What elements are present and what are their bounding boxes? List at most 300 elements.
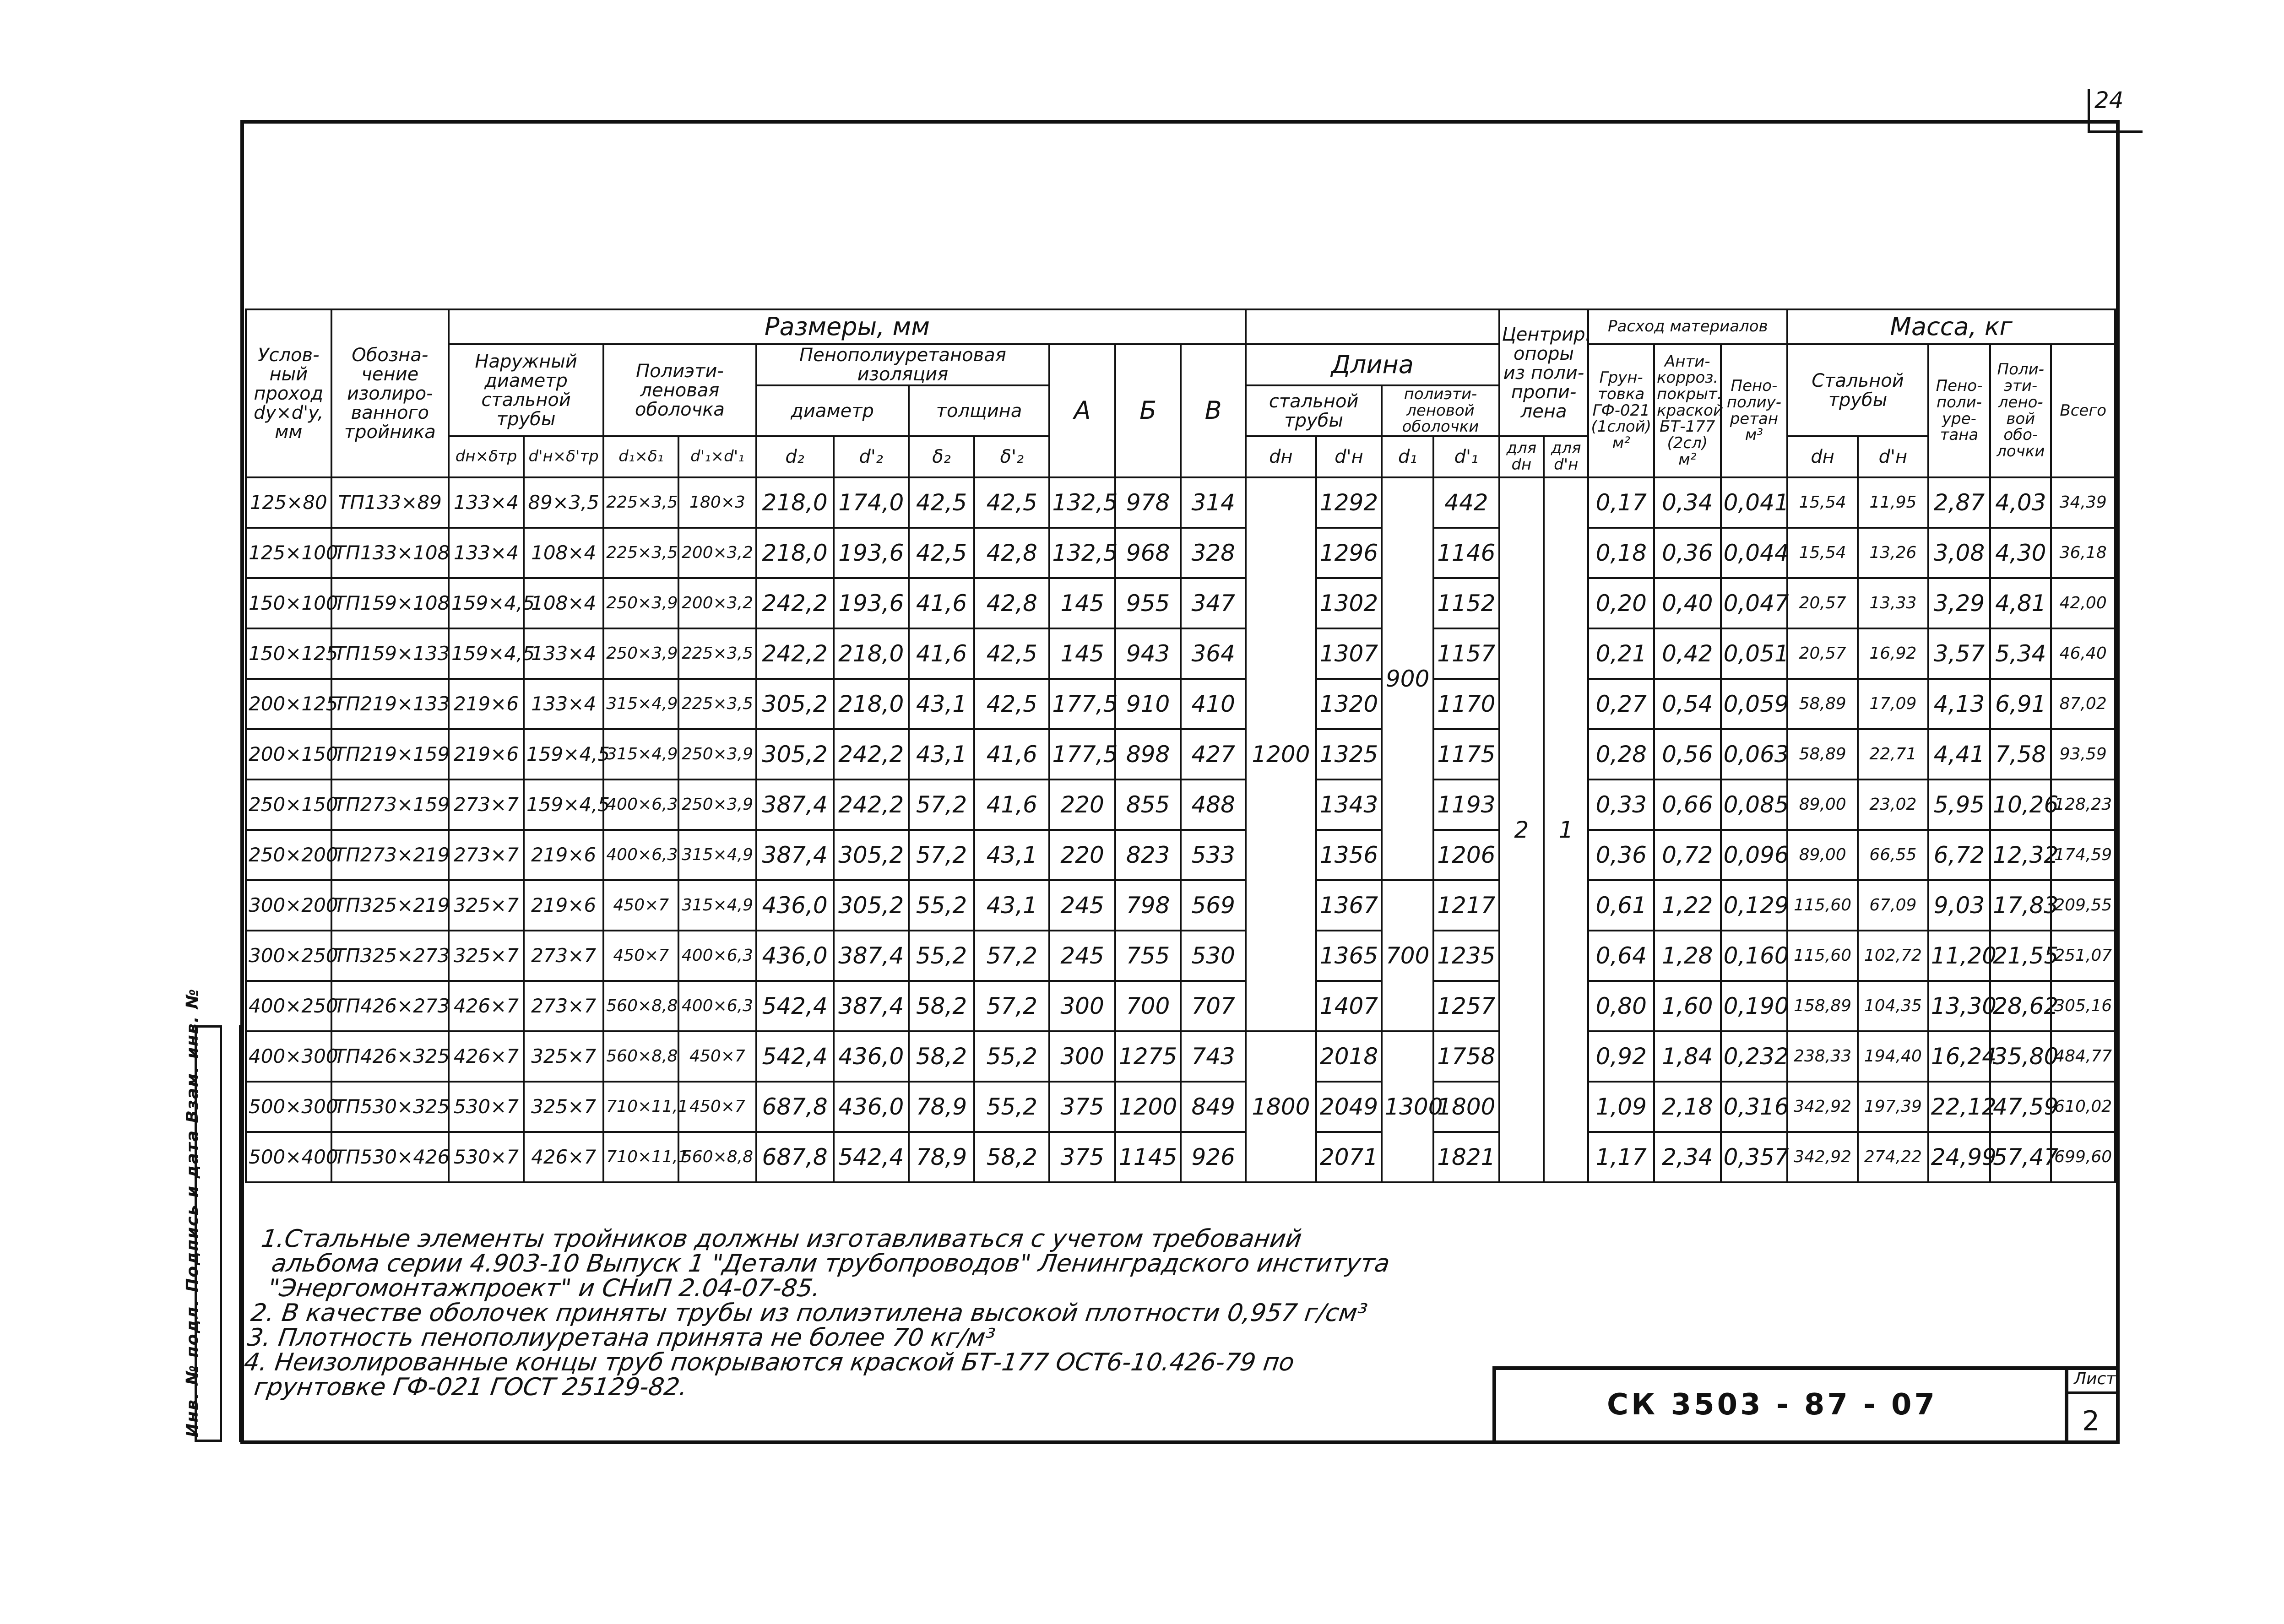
cell: 1307 — [1316, 628, 1382, 679]
cell: 1206 — [1433, 830, 1499, 880]
cell: 530×7 — [449, 1132, 524, 1182]
cell: 57,47 — [1990, 1132, 2051, 1182]
cell: 1235 — [1433, 931, 1499, 981]
cell: 0,051 — [1721, 628, 1788, 679]
cell: 43,1 — [974, 830, 1049, 880]
cell: 530 — [1181, 931, 1246, 981]
cell: 436,0 — [834, 1082, 909, 1132]
cell: ТП530×325 — [331, 1082, 449, 1132]
cell: 35,80 — [1990, 1031, 2051, 1082]
cell: 387,4 — [756, 780, 834, 830]
cell: 0,56 — [1654, 729, 1721, 780]
col-ppu-volume: Пено-полиу-ретан м³ — [1721, 344, 1788, 477]
cell: 898 — [1115, 729, 1181, 780]
cell: 978 — [1115, 477, 1181, 528]
cell: 220 — [1049, 830, 1115, 880]
cell: 41,6 — [909, 628, 975, 679]
cell: ТП133×108 — [331, 528, 449, 578]
col-ppu-thickness: толщина — [909, 385, 1050, 436]
cell: 798 — [1115, 880, 1181, 931]
cell: 58,89 — [1787, 729, 1858, 780]
side-stamp-strip-inner — [222, 1025, 240, 1442]
cell: 0,36 — [1588, 830, 1654, 880]
cell: 22,71 — [1858, 729, 1928, 780]
cell: 426×7 — [524, 1132, 603, 1182]
cell: 273×7 — [449, 830, 524, 880]
cell: ТП219×133 — [331, 679, 449, 729]
cell: 315×4,9 — [678, 880, 756, 931]
cell: 484,77 — [2051, 1031, 2115, 1082]
cell: 13,33 — [1858, 578, 1928, 628]
cell: ТП219×159 — [331, 729, 449, 780]
cell: 42,8 — [974, 578, 1049, 628]
col-B: Б — [1115, 344, 1181, 477]
cell: 125×100 — [246, 528, 331, 578]
cell: ТП273×159 — [331, 780, 449, 830]
group-length: Длина — [1246, 344, 1499, 385]
note-line: альбома серии 4.903-10 Выпуск 1 "Детали трубопроводов" Ленинградского института — [270, 1250, 1392, 1278]
cell: 300 — [1049, 1031, 1115, 1082]
cell: 305,2 — [834, 830, 909, 880]
cell: 4,03 — [1990, 477, 2051, 528]
cell: 3,08 — [1928, 528, 1990, 578]
table-row — [246, 729, 2115, 780]
cell: 242,2 — [834, 780, 909, 830]
cell: 133×4 — [449, 528, 524, 578]
cell: 47,59 — [1990, 1082, 2051, 1132]
cell: 1407 — [1316, 981, 1382, 1031]
cell: 1170 — [1433, 679, 1499, 729]
cell: 0,17 — [1588, 477, 1654, 528]
cell: 104,35 — [1858, 981, 1928, 1031]
cell: 242,2 — [834, 729, 909, 780]
table-row — [246, 628, 2115, 679]
cell: 174,0 — [834, 477, 909, 528]
cell: 0,059 — [1721, 679, 1788, 729]
cell: 273×7 — [449, 780, 524, 830]
cell: 325×7 — [524, 1031, 603, 1082]
cell: 0,54 — [1654, 679, 1721, 729]
cell: 108×4 — [524, 578, 603, 628]
cell: 200×125 — [246, 679, 331, 729]
cell: 387,4 — [834, 931, 909, 981]
cell: 245 — [1049, 880, 1115, 931]
cell: 15,54 — [1787, 477, 1858, 528]
cell: 1145 — [1115, 1132, 1181, 1182]
col-V: В — [1181, 344, 1246, 477]
table-row — [246, 780, 2115, 830]
cell: 66,55 — [1858, 830, 1928, 880]
sub-delta2p: δ'₂ — [974, 436, 1049, 477]
cell-pe-length-merged: 900 — [1382, 477, 1433, 880]
cell: 2,87 — [1928, 477, 1990, 528]
side-stamp-text: Инв. № подл. Подпись и дата Взам. инв. № — [183, 988, 202, 1437]
col-nominal-bore: Услов-ный проход dy×d'y, мм — [246, 309, 331, 477]
cell: 2018 — [1316, 1031, 1382, 1082]
sub-d2p: d'₂ — [834, 436, 909, 477]
cell: 305,2 — [756, 729, 834, 780]
cell: 300 — [1049, 981, 1115, 1031]
col-primer: Грун-товка ГФ-021 (1слой) м² — [1588, 344, 1654, 477]
cell: 197,39 — [1858, 1082, 1928, 1132]
cell: 133×4 — [524, 679, 603, 729]
cell: 245 — [1049, 931, 1115, 981]
cell: 133×4 — [449, 477, 524, 528]
note-line: "Энергомонтажпроект" и СНиП 2.04-07-85. — [266, 1274, 822, 1303]
col-steel-pipe-length: стальной трубы — [1246, 385, 1382, 436]
cell: 1356 — [1316, 830, 1382, 880]
cell: 15,54 — [1787, 528, 1858, 578]
cell: ТП159×108 — [331, 578, 449, 628]
cell: 442 — [1433, 477, 1499, 528]
cell: 1200 — [1115, 1082, 1181, 1132]
cell: 1325 — [1316, 729, 1382, 780]
sub-mass-dnp: d'н — [1858, 436, 1928, 477]
cell: 218,0 — [756, 477, 834, 528]
cell: 5,34 — [1990, 628, 2051, 679]
cell: 115,60 — [1787, 880, 1858, 931]
cell: 855 — [1115, 780, 1181, 830]
col-ppu-mass: Пено-поли-уре-тана — [1928, 344, 1990, 477]
sheet-number: 2 — [2082, 1405, 2100, 1437]
cell: 400×6,3 — [603, 780, 678, 830]
cell: 42,5 — [909, 477, 975, 528]
cell: 7,58 — [1990, 729, 2051, 780]
cell: ТП426×325 — [331, 1031, 449, 1082]
cell: 0,34 — [1654, 477, 1721, 528]
cell: 1257 — [1433, 981, 1499, 1031]
cell: 450×7 — [678, 1082, 756, 1132]
cell-centering-dn-merged: 2 — [1499, 477, 1544, 1182]
cell: 200×3,2 — [678, 578, 756, 628]
cell: 177,5 — [1049, 679, 1115, 729]
cell: 242,2 — [756, 578, 834, 628]
cell-steel-length-merged: 1800 — [1246, 1031, 1316, 1182]
cell: 0,72 — [1654, 830, 1721, 880]
cell: 1157 — [1433, 628, 1499, 679]
cell: 78,9 — [909, 1132, 975, 1182]
cell: 209,55 — [2051, 880, 2115, 931]
cell: 132,5 — [1049, 528, 1115, 578]
cell: 225×3,5 — [603, 528, 678, 578]
cell: 55,2 — [909, 931, 975, 981]
cell: 58,2 — [974, 1132, 1049, 1182]
cell: 610,02 — [2051, 1082, 2115, 1132]
cell: 542,4 — [756, 1031, 834, 1082]
cell: 0,190 — [1721, 981, 1788, 1031]
cell: 57,2 — [974, 981, 1049, 1031]
cell: 125×80 — [246, 477, 331, 528]
cell: 2049 — [1316, 1082, 1382, 1132]
col-ppu-diameter: диаметр — [756, 385, 909, 436]
cell: 1800 — [1433, 1082, 1499, 1132]
cell: 400×6,3 — [678, 981, 756, 1031]
col-total-mass: Всего — [2051, 344, 2115, 477]
cell: 542,4 — [756, 981, 834, 1031]
sub-len-dnp: d'н — [1316, 436, 1382, 477]
cell: 410 — [1181, 679, 1246, 729]
page-number: 24 — [2094, 87, 2124, 114]
cell: 150×100 — [246, 578, 331, 628]
notes-block — [239, 1227, 1591, 1400]
cell: 342,92 — [1787, 1082, 1858, 1132]
cell: 12,32 — [1990, 830, 2051, 880]
cell: 42,5 — [909, 528, 975, 578]
cell: 42,00 — [2051, 578, 2115, 628]
cell: 1193 — [1433, 780, 1499, 830]
col-pe-shell: Полиэти-леновая оболочка — [603, 344, 756, 436]
cell: 23,02 — [1858, 780, 1928, 830]
cell: 57,2 — [909, 830, 975, 880]
table-row — [246, 528, 2115, 578]
cell: 1275 — [1115, 1031, 1181, 1082]
cell: 0,61 — [1588, 880, 1654, 931]
cell: 910 — [1115, 679, 1181, 729]
cell: 699,60 — [2051, 1132, 2115, 1182]
cell: 20,57 — [1787, 628, 1858, 679]
cell: 0,063 — [1721, 729, 1788, 780]
cell: 450×7 — [603, 931, 678, 981]
cell: 450×7 — [678, 1031, 756, 1082]
cell: 849 — [1181, 1082, 1246, 1132]
cell: 89,00 — [1787, 780, 1858, 830]
cell: 34,39 — [2051, 477, 2115, 528]
cell: 2071 — [1316, 1132, 1382, 1182]
cell: 193,6 — [834, 528, 909, 578]
cell: 387,4 — [756, 830, 834, 880]
sub-delta2: δ₂ — [909, 436, 975, 477]
cell: 0,357 — [1721, 1132, 1788, 1182]
note-line: 1.Стальные элементы тройников должны изготавливаться с учетом требований — [259, 1225, 1304, 1253]
cell: ТП325×219 — [331, 880, 449, 931]
note-line: грунтовке ГФ-021 ГОСТ 25129-82. — [252, 1373, 689, 1402]
cell: 823 — [1115, 830, 1181, 880]
cell: 0,27 — [1588, 679, 1654, 729]
cell: 314 — [1181, 477, 1246, 528]
cell: 93,59 — [2051, 729, 2115, 780]
cell: 710×11,1 — [603, 1132, 678, 1182]
cell: 58,2 — [909, 981, 975, 1031]
cell: 755 — [1115, 931, 1181, 981]
table-row — [246, 679, 2115, 729]
cell: 242,2 — [756, 628, 834, 679]
cell: 1365 — [1316, 931, 1382, 981]
cell: 177,5 — [1049, 729, 1115, 780]
sub-d1-d1: d₁×δ₁ — [603, 436, 678, 477]
cell: 0,66 — [1654, 780, 1721, 830]
cell: 250×3,9 — [678, 729, 756, 780]
cell: 250×200 — [246, 830, 331, 880]
cell: 436,0 — [834, 1031, 909, 1082]
cell: 375 — [1049, 1082, 1115, 1132]
sub-d1p-d1p: d'₁×d'₁ — [678, 436, 756, 477]
cell: 955 — [1115, 578, 1181, 628]
note-line: 2. В качестве оболочек приняты трубы из полиэтилена высокой плотности 0,957 г/см³ — [249, 1299, 1369, 1327]
cell-pe-length-merged: 700 — [1382, 880, 1433, 1031]
cell: 67,09 — [1858, 880, 1928, 931]
cell: 159×4,5 — [524, 729, 603, 780]
cell: 273×7 — [524, 931, 603, 981]
cell: 533 — [1181, 830, 1246, 880]
sub-dn2-dtr: d'н×δ'тр — [524, 436, 603, 477]
cell: 20,57 — [1787, 578, 1858, 628]
group-sizes: Размеры, мм — [449, 309, 1246, 344]
cell: 180×3 — [678, 477, 756, 528]
cell-centering-dnp-merged: 1 — [1544, 477, 1588, 1182]
cell: 55,2 — [909, 880, 975, 931]
cell: 500×400 — [246, 1132, 331, 1182]
cell: 4,30 — [1990, 528, 2051, 578]
sub-centr-dn: для dн — [1499, 436, 1544, 477]
group-materials: Расход материалов — [1588, 309, 1787, 344]
cell: 41,6 — [974, 729, 1049, 780]
cell: 347 — [1181, 578, 1246, 628]
cell: 55,2 — [974, 1031, 1049, 1082]
cell: 426×7 — [449, 981, 524, 1031]
cell: 400×300 — [246, 1031, 331, 1082]
cell: 43,1 — [974, 880, 1049, 931]
cell: 4,13 — [1928, 679, 1990, 729]
cell: 218,0 — [834, 628, 909, 679]
cell: 305,2 — [756, 679, 834, 729]
cell: 305,2 — [834, 880, 909, 931]
cell: 225×3,5 — [678, 679, 756, 729]
cell: 6,72 — [1928, 830, 1990, 880]
cell: 1146 — [1433, 528, 1499, 578]
cell: 300×200 — [246, 880, 331, 931]
cell: 2,34 — [1654, 1132, 1721, 1182]
cell: 968 — [1115, 528, 1181, 578]
sub-centr-dnp: для d'н — [1544, 436, 1588, 477]
cell: 1,17 — [1588, 1132, 1654, 1182]
cell: 1292 — [1316, 477, 1382, 528]
cell: 251,07 — [2051, 931, 2115, 981]
cell: 58,89 — [1787, 679, 1858, 729]
cell: 315×4,9 — [678, 830, 756, 880]
cell: 0,096 — [1721, 830, 1788, 880]
sub-len-d1p: d'₁ — [1433, 436, 1499, 477]
cell: 1296 — [1316, 528, 1382, 578]
cell: 325×7 — [524, 1082, 603, 1132]
cell: 250×3,9 — [603, 578, 678, 628]
group-mass: Масса, кг — [1787, 309, 2115, 344]
sub-len-dn: dн — [1246, 436, 1316, 477]
cell: 375 — [1049, 1132, 1115, 1182]
cell: 710×11,1 — [603, 1082, 678, 1132]
cell: 542,4 — [834, 1132, 909, 1182]
col-centering-supports: Центрир. опоры из поли-пропи-лена — [1499, 309, 1589, 436]
cell: 315×4,9 — [603, 729, 678, 780]
cell: 145 — [1049, 628, 1115, 679]
cell: 450×7 — [603, 880, 678, 931]
cell: 0,40 — [1654, 578, 1721, 628]
cell: 22,12 — [1928, 1082, 1990, 1132]
cell: ТП325×273 — [331, 931, 449, 981]
cell: 87,02 — [2051, 679, 2115, 729]
col-anticorrosion: Анти-корроз. покрыт. краской БТ-177 (2сл) м² — [1654, 344, 1721, 477]
table-row — [246, 477, 2115, 528]
table-row — [246, 880, 2115, 931]
cell: 0,36 — [1654, 528, 1721, 578]
cell: 220 — [1049, 780, 1115, 830]
cell: 1175 — [1433, 729, 1499, 780]
cell: 427 — [1181, 729, 1246, 780]
cell: 1302 — [1316, 578, 1382, 628]
table-row — [246, 981, 2115, 1031]
cell: 274,22 — [1858, 1132, 1928, 1182]
cell: 364 — [1181, 628, 1246, 679]
cell: 0,18 — [1588, 528, 1654, 578]
document-code: СК 3503 - 87 - 07 — [1607, 1388, 1938, 1422]
cell: 43,1 — [909, 729, 975, 780]
cell: 560×8,8 — [678, 1132, 756, 1182]
table-row — [246, 1082, 2115, 1132]
cell: 700 — [1115, 981, 1181, 1031]
cell: 328 — [1181, 528, 1246, 578]
col-ppu-insulation: Пенополиуретановая изоляция — [756, 344, 1050, 385]
cell: 238,33 — [1787, 1031, 1858, 1082]
cell: 1758 — [1433, 1031, 1499, 1082]
table-body — [246, 477, 2115, 1182]
cell: 325×7 — [449, 931, 524, 981]
cell: 0,64 — [1588, 931, 1654, 981]
cell: 400×6,3 — [678, 931, 756, 981]
cell: 133×4 — [524, 628, 603, 679]
cell: 436,0 — [756, 931, 834, 981]
cell: 218,0 — [834, 679, 909, 729]
cell: 0,160 — [1721, 931, 1788, 981]
cell: 41,6 — [909, 578, 975, 628]
cell: ТП133×89 — [331, 477, 449, 528]
table-row — [246, 578, 2115, 628]
cell: 1217 — [1433, 880, 1499, 931]
cell: 58,2 — [909, 1031, 975, 1082]
cell: 315×4,9 — [603, 679, 678, 729]
cell: 10,26 — [1990, 780, 2051, 830]
cell: 250×3,9 — [678, 780, 756, 830]
cell: 55,2 — [974, 1082, 1049, 1132]
tee-specification-table — [245, 309, 2116, 1183]
cell: 0,33 — [1588, 780, 1654, 830]
cell: 305,16 — [2051, 981, 2115, 1031]
cell: 42,8 — [974, 528, 1049, 578]
cell: 21,55 — [1990, 931, 2051, 981]
sheet-label-rule — [2065, 1391, 2120, 1394]
cell: 342,92 — [1787, 1132, 1858, 1182]
cell: 89,00 — [1787, 830, 1858, 880]
cell: 1,09 — [1588, 1082, 1654, 1132]
col-A: А — [1049, 344, 1115, 477]
cell: 436,0 — [756, 880, 834, 931]
cell: 943 — [1115, 628, 1181, 679]
sub-d2: d₂ — [756, 436, 834, 477]
cell: 1,84 — [1654, 1031, 1721, 1082]
cell: 400×6,3 — [603, 830, 678, 880]
cell: 78,9 — [909, 1082, 975, 1132]
note-line: 4. Неизолированные концы труб покрываются краской БТ-177 ОСТ6-10.426-79 по — [242, 1348, 1296, 1377]
cell: 46,40 — [2051, 628, 2115, 679]
cell: ТП159×133 — [331, 628, 449, 679]
cell: 1343 — [1316, 780, 1382, 830]
cell: 0,28 — [1588, 729, 1654, 780]
col-pe-mass: Поли-эти-лено-вой обо-лочки — [1990, 344, 2051, 477]
cell: 1821 — [1433, 1132, 1499, 1182]
cell: 426×7 — [449, 1031, 524, 1082]
cell: 560×8,8 — [603, 1031, 678, 1082]
cell: 42,5 — [974, 477, 1049, 528]
cell: 2,18 — [1654, 1082, 1721, 1132]
sheet-label: Лист — [2074, 1370, 2116, 1388]
